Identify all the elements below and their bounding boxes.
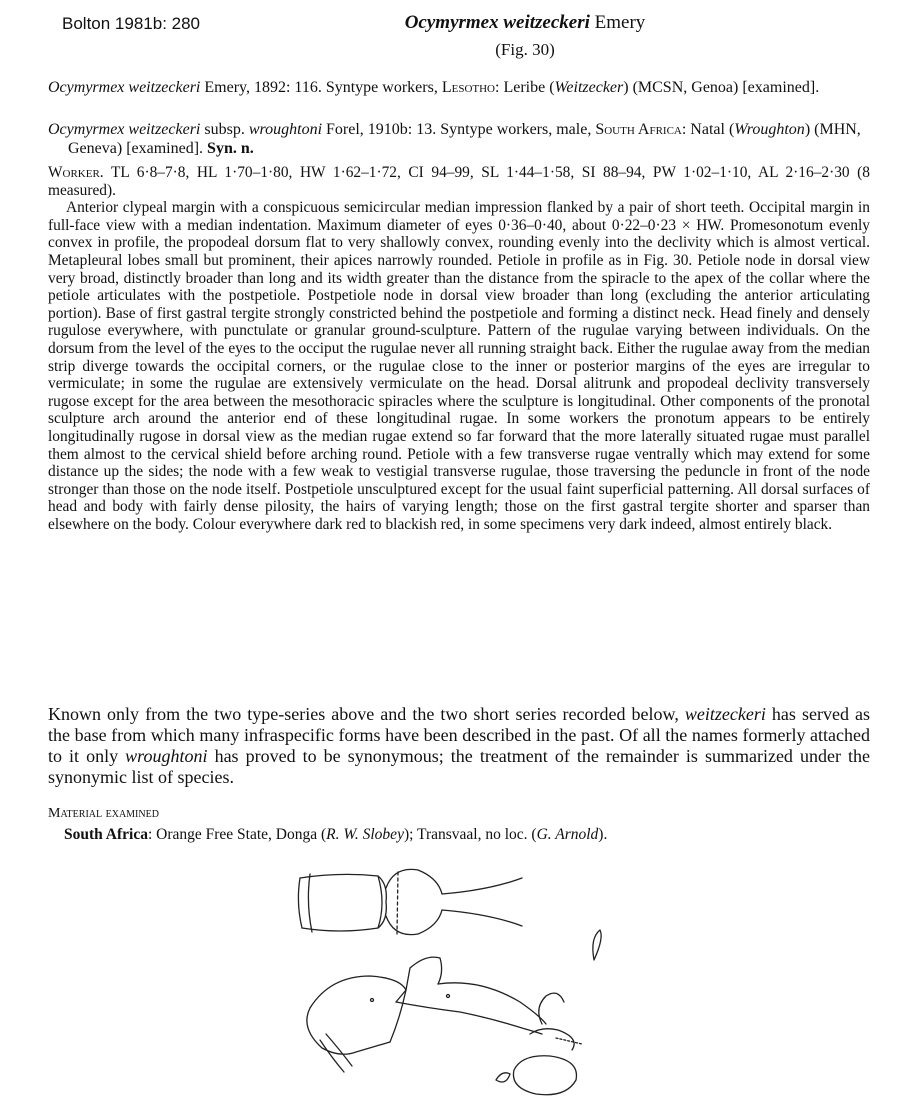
distribution-paragraph [48, 704, 870, 788]
synonymy-tail: ) (MCSN, Genoa) [examined]. [623, 79, 820, 96]
collector: Wroughton [734, 121, 805, 138]
synonymy-entry-1 [48, 78, 888, 97]
profile-view-drawing [307, 930, 601, 1095]
rank-text: subsp. [200, 121, 249, 138]
subspecies-name: wroughtoni [248, 121, 323, 138]
petiole-figure [260, 858, 640, 1103]
worker-description-body: Anterior clypeal margin with a conspicuous semicircular median impression flanked by a pair of short teeth. Occipital margin in full-face view with a median indentation. Maximum diameter of eyes 0·36–0·40, about 0·22–0·23 × HW. Promesonotum evenly convex in profile, the propodeal dorsum flat to very shallowly convex, rounding evenly into the declivity which is almost vertical. Metapleural lobes small but prominent, their apices narrowly rounded. Petiole in profile as in Fig. 30. Petiole node in dorsal view very broad, distinctly broader than long and its width greater than the distance from the spiracle to the apex of the collar where the petiole articulates with the postpetiole. Postpetiole node in dorsal view broader than long (excluding the anterior articulating portion). Base of first gastral tergite strongly constricted behind the postpetiole and forming a distinct neck. Head finely and densely rugulose everywhere, with punctulate or granular ground-sculpture. Pattern of the rugulae varying between individuals. On the dorsum from the level of the eyes to the occiput the rugulae never all running straight back. Either the rugulae away from the median strip diverge towards the occipital corners, or the rugulae close to the inner or posterior margins of the eyes are irregular to vermiculate; in some the rugulae are extensively vermiculate on the head. Dorsal alitrunk and propodeal declivity transversely rugose except for the area between the mesothoracic spiracles where the sculpture is longitudinal. Other components of the pronotal sculpture arch around the anterior end of these longitudinal rugae. In some workers the pronotum appears to be entirely longitudinally rugose in dorsal view as the median rugae extend so far forward that the more laterally situated rugae must parallel them almost to the cervical shield before arching round. Petiole with a few transverse rugae ventrally which may extend for some distance up the sides; the node with a few weak to vestigial transverse rugulae, those traversing the peduncle in front of the node stronger than those on the node itself. Postpetiole unsculptured except for the usual faint superficial patterning. All dorsal surfaces of head and body with fairly dense pilosity, the hairs of varying length; those on the first gastral tergite shorter and sparser than elsewhere on the body. Colour everywhere dark red to blackish red, in some specimens very dark indeed, almost entirely black. [48, 199, 870, 533]
taxon-name: Ocymyrmex weitzeckeri [48, 121, 201, 138]
worker-measurements: TL 6·8–7·8, HL 1·70–1·80, HW 1·62–1·72, CI 94–99, SL 1·44–1·58, SI 88–94, PW 1·02–1·10, AL 2·16–2·30 (8 measured). [48, 164, 870, 199]
synonymy-text: Forel, 1910b: 13. Syntype workers, male, [322, 121, 596, 138]
synonymy-entry-2 [48, 120, 888, 158]
worker-description [48, 164, 870, 533]
collector: Weitzecker [554, 79, 624, 96]
species-name-inline: weitzeckeri [684, 704, 766, 724]
synonymy-text: Emery, 1892: 116. Syntype workers, [204, 79, 442, 96]
species-name: Ocymyrmex weitzeckeri [404, 12, 590, 33]
species-title [290, 12, 760, 34]
paragraph-text: has served as the base from which many infraspecific forms have been described in the past. Of all the names formerly attached to it only [48, 704, 870, 766]
figure-reference: (Fig. 30) [495, 40, 555, 59]
source-citation: Bolton 1981b: 280 [62, 14, 201, 33]
material-country: South Africa [64, 826, 148, 843]
material-examined [64, 826, 864, 844]
dorsal-view-drawing [298, 869, 522, 934]
country: Lesotho [441, 79, 495, 96]
locality: : Natal ( [681, 121, 735, 138]
collector: R. W. Slobey [326, 826, 404, 843]
collector: G. Arnold [536, 826, 599, 843]
taxon-name: Ocymyrmex weitzeckeri [48, 79, 201, 96]
locality: : Leribe ( [495, 79, 555, 96]
country: South Africa [595, 121, 682, 138]
material-heading: Material examined [48, 806, 159, 821]
synonymy-tail: ) (MHN, Geneva) [examined]. [68, 121, 861, 157]
subspecies-name-inline: wroughtoni [125, 746, 208, 766]
material-text: ). [598, 826, 608, 843]
material-text: ); Transvaal, no loc. ( [403, 826, 537, 843]
material-text: : Orange Free State, Donga ( [147, 826, 327, 843]
paragraph-text: Known only from the two type-series above and the two short series recorded below, [48, 704, 685, 724]
species-author: Emery [594, 12, 646, 33]
synonym-status: Syn. n. [207, 140, 254, 157]
paragraph-text: has proved to be synonymous; the treatment of the remainder is summarized under the synonymic list of species. [48, 746, 870, 787]
worker-label: Worker. [48, 164, 104, 181]
